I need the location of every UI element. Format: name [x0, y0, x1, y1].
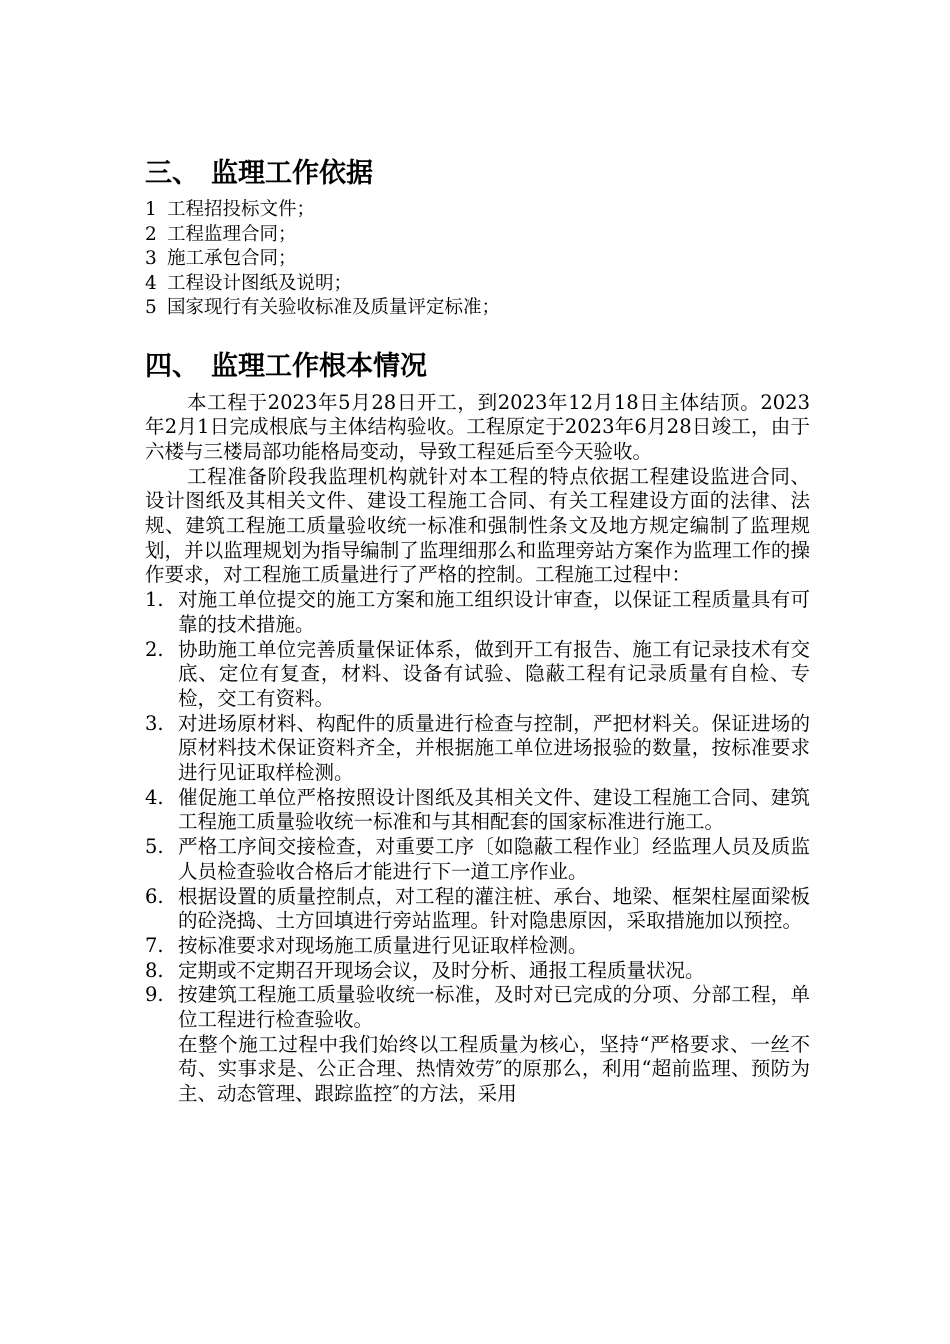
basis-item	[145, 296, 810, 321]
work-item-number: 7.	[145, 933, 164, 957]
preparation-paragraph: 工程准备阶段我监理机构就针对本工程的特点依据工程建设监进合同、设计图纸及其相关文件、建设工程施工合同、有关工程建设方面的法律、法规、建筑工程施工质量验收统一标准和强制性条文及地方规定编制了监理规划，并以监理规划为指导编制了监理细那么和监理旁站方案作为监理工作的操作要求，对工程施工质量进行了严格的控制。工程施工过程中：	[145, 464, 810, 587]
basis-item-text: 施工承包合同；	[167, 248, 297, 269]
work-item-number: 8.	[145, 958, 164, 982]
work-item-text: 按建筑工程施工质量验收统一标准，及时对已完成的分项、分部工程，单位工程进行检查验收。	[178, 983, 810, 1032]
section-4-heading	[145, 343, 810, 391]
work-item-number: 1.	[145, 588, 164, 612]
work-item	[145, 712, 810, 786]
section-4-title: 监理工作根本情况	[211, 350, 427, 382]
basis-item-text: 工程设计图纸及说明；	[167, 272, 353, 294]
work-item-number: 5.	[145, 835, 164, 859]
basis-item	[145, 198, 810, 223]
work-item	[145, 983, 810, 1032]
page-content	[145, 150, 810, 1107]
work-item-number: 6.	[145, 884, 164, 908]
work-item-text: 协助施工单位完善质量保证体系，做到开工有报告、施工有记录技术有交底、定位有复查，材料、设备有试验、隐蔽工程有记录质量有自检、专检，交工有资料。	[178, 637, 810, 710]
intro-paragraph: 本工程于2023年5月28日开工，到2023年12月18日主体结顶。2023年2月1日完成根底与主体结构验收。工程原定于2023年6月28日竣工，由于六楼与三楼局部功能格局变动，导致工程延后至今天验收。	[145, 390, 810, 463]
work-item	[145, 588, 810, 637]
work-item	[145, 885, 810, 934]
section-spacer	[145, 321, 810, 343]
work-item-number: 4.	[145, 785, 164, 809]
work-list	[145, 588, 810, 1033]
basis-item-number: 2	[145, 223, 157, 245]
closing-paragraph: 在整个施工过程中我们始终以工程质量为核心，坚持“严格要求、一丝不苟、实事求是、公正合理、热情效劳″的原那么，利用“超前监理、预防为主、动态管理、跟踪监控″的方法，采用	[178, 1032, 810, 1106]
work-item-text: 对施工单位提交的施工方案和施工组织设计审查，以保证工程质量具有可靠的技术措施。	[178, 588, 810, 636]
work-item-text: 定期或不定期召开现场会议，及时分析、通报工程质量状况。	[178, 958, 705, 982]
section-3-title: 监理工作依据	[211, 158, 373, 189]
basis-item-text: 工程招投标文件；	[167, 199, 316, 220]
work-item	[145, 934, 810, 959]
work-item-number: 9.	[145, 983, 164, 1007]
basis-item	[145, 223, 810, 248]
work-item	[145, 786, 810, 835]
work-item-text: 按标准要求对现场施工质量进行见证取样检测。	[178, 933, 588, 957]
work-item	[145, 835, 810, 884]
basis-item-text: 工程监理合同；	[167, 223, 297, 245]
basis-item-number: 4	[145, 272, 157, 294]
section-3-heading	[145, 150, 810, 198]
work-item-number: 3.	[145, 711, 164, 735]
basis-item	[145, 247, 810, 272]
basis-item-text: 国家现行有关验收标准及质量评定标准；	[167, 297, 501, 318]
basis-list	[145, 198, 810, 321]
work-item-text: 对进场原材料、构配件的质量进行检查与控制，严把材料关。保证进场的原材料技术保证资料齐全，并根据施工单位进场报验的数量，按标准要求进行见证取样检测。	[178, 711, 810, 785]
work-item-text: 严格工序间交接检查，对重要工序〔如隐蔽工程作业〕经监理人员及质监人员检查验收合格后才能进行下一道工序作业。	[178, 835, 810, 883]
section-4-number: 四、	[145, 350, 199, 382]
work-item-text: 催促施工单位严格按照设计图纸及其相关文件、建设工程施工合同、建筑工程施工质量验收统一标准和与其相配套的国家标准进行施工。	[178, 785, 810, 834]
work-item	[145, 959, 810, 984]
section-3-number: 三、	[145, 158, 199, 189]
work-item	[145, 638, 810, 712]
basis-item-number: 1	[145, 199, 157, 220]
basis-item-number: 5	[145, 297, 157, 318]
work-item-text: 根据设置的质量控制点，对工程的灌注桩、承台、地梁、框架柱屋面梁板的砼浇捣、土方回填进行旁站监理。针对隐患原因，采取措施加以预控。	[178, 884, 810, 933]
basis-item-number: 3	[145, 248, 157, 269]
basis-item	[145, 272, 810, 297]
work-item-number: 2.	[145, 637, 164, 661]
